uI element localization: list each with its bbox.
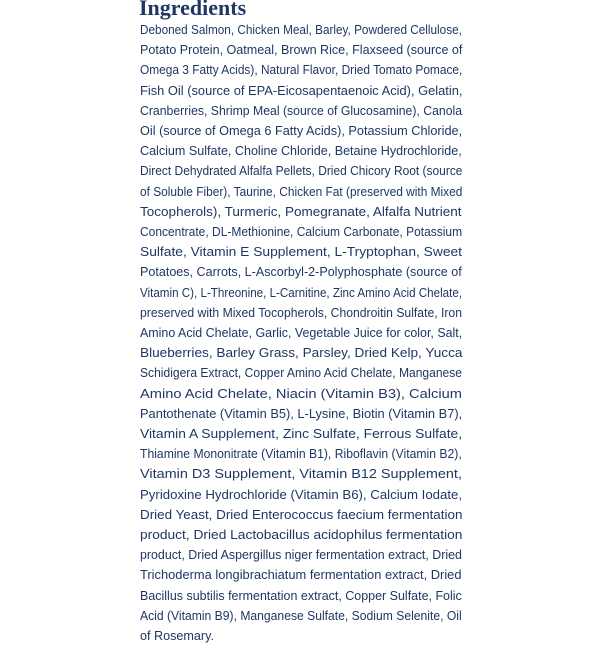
ingredients-line [140, 363, 462, 383]
ingredients-line [140, 586, 462, 606]
ingredients-line [140, 81, 462, 101]
ingredients-line [140, 626, 462, 646]
ingredients-line-text: Dried Yeast, Dried Enterococcus faecium fermentation [140, 507, 463, 522]
ingredients-line [140, 161, 462, 181]
ingredients-text [140, 20, 462, 646]
ingredients-line [140, 60, 462, 80]
ingredients-heading: Ingredients [139, 0, 247, 20]
ingredients-line [140, 222, 462, 242]
ingredients-line-text: Deboned Salmon, Chicken Meal, Barley, Powdered Cellulose, [140, 23, 462, 37]
ingredients-line-text: Trichoderma longibrachiatum fermentation extract, Dried [140, 568, 462, 583]
ingredients-line [140, 101, 462, 121]
ingredients-line [140, 20, 462, 40]
ingredients-line [140, 384, 462, 404]
ingredients-line-text: Vitamin A Supplement, Zinc Sulfate, Ferrous Sulfate, [140, 427, 463, 442]
ingredients-line-text: Omega 3 Fatty Acids), Natural Flavor, Dried Tomato Pomace, [140, 63, 463, 78]
ingredients-line-text: Calcium Sulfate, Choline Chloride, Betaine Hydrochloride, [140, 144, 462, 159]
ingredients-line [140, 606, 462, 626]
ingredients-line [140, 525, 462, 545]
ingredients-line-text: Potato Protein, Oatmeal, Brown Rice, Flaxseed (source of [140, 43, 463, 58]
ingredients-line-text: preserved with Mixed Tocopherols, Chondroitin Sulfate, Iron [140, 305, 462, 320]
ingredients-line [140, 343, 462, 363]
ingredients-line-text: Tocopherols), Turmeric, Pomegranate, Alfalfa Nutrient [140, 204, 462, 219]
ingredients-line [140, 262, 462, 282]
ingredients-line-text: Amino Acid Chelate, Garlic, Vegetable Juice for color, Salt, [140, 326, 463, 341]
ingredients-line [140, 303, 462, 323]
ingredients-line [140, 444, 462, 464]
ingredients-line-text: Direct Dehydrated Alfalfa Pellets, Dried Chicory Root (source [140, 164, 463, 179]
ingredients-line-text: Sulfate, Vitamin E Supplement, L-Tryptophan, Sweet [140, 245, 463, 260]
ingredients-line [140, 242, 462, 262]
ingredients-line-text: Cranberries, Shrimp Meal (source of Glucosamine), Canola [140, 103, 463, 118]
ingredients-line-text: Oil (source of Omega 6 Fatty Acids), Potassium Chloride, [140, 124, 463, 139]
ingredients-line [140, 283, 462, 303]
ingredients-line [140, 40, 462, 60]
ingredients-line-text: Vitamin C), L-Threonine, L-Carnitine, Zinc Amino Acid Chelate, [140, 285, 463, 300]
ingredients-line [140, 182, 462, 202]
ingredients-line [140, 565, 462, 585]
ingredients-line-text: Acid (Vitamin B9), Manganese Sulfate, Sodium Selenite, Oil [140, 608, 462, 623]
ingredients-line-text: Bacillus subtilis fermentation extract, Copper Sulfate, Folic [140, 588, 462, 603]
ingredients-line-text: Vitamin D3 Supplement, Vitamin B12 Supplement, [140, 467, 462, 482]
ingredients-line [140, 485, 462, 505]
ingredients-line [140, 323, 462, 343]
ingredients-line-text: product, Dried Lactobacillus acidophilus fermentation [140, 528, 463, 543]
ingredients-line-text: Blueberries, Barley Grass, Parsley, Dried Kelp, Yucca [140, 346, 463, 361]
ingredients-line-text: Pyridoxine Hydrochloride (Vitamin B6), Calcium Iodate, [140, 487, 463, 502]
ingredients-line-text: of Rosemary. [140, 629, 214, 644]
ingredients-line-text: Pantothenate (Vitamin B5), L-Lysine, Biotin (Vitamin B7), [140, 406, 463, 421]
ingredients-line-text: Schidigera Extract, Copper Amino Acid Chelate, Manganese [140, 366, 463, 381]
ingredients-line [140, 464, 462, 484]
ingredients-line [140, 121, 462, 141]
ingredients-line [140, 545, 462, 565]
ingredients-line-text: Fish Oil (source of EPA-Eicosapentaenoic Acid), Gelatin, [140, 83, 463, 98]
ingredients-line [140, 505, 462, 525]
ingredients-line [140, 424, 462, 444]
ingredients-line-text: Concentrate, DL-Methionine, Calcium Carbonate, Potassium [140, 225, 463, 240]
ingredients-line [140, 202, 462, 222]
ingredients-line-text: product, Dried Aspergillus niger fermentation extract, Dried [140, 548, 462, 563]
ingredients-line [140, 141, 462, 161]
ingredients-line-text: Thiamine Mononitrate (Vitamin B1), Riboflavin (Vitamin B2), [140, 447, 462, 462]
ingredients-line [140, 404, 462, 424]
ingredients-line-text: Potatoes, Carrots, L-Ascorbyl-2-Polyphosphate (source of [140, 265, 462, 280]
ingredients-line-text: Amino Acid Chelate, Niacin (Vitamin B3), Calcium [140, 386, 462, 401]
ingredients-line-text: of Soluble Fiber), Taurine, Chicken Fat (preserved with Mixed [140, 184, 463, 199]
